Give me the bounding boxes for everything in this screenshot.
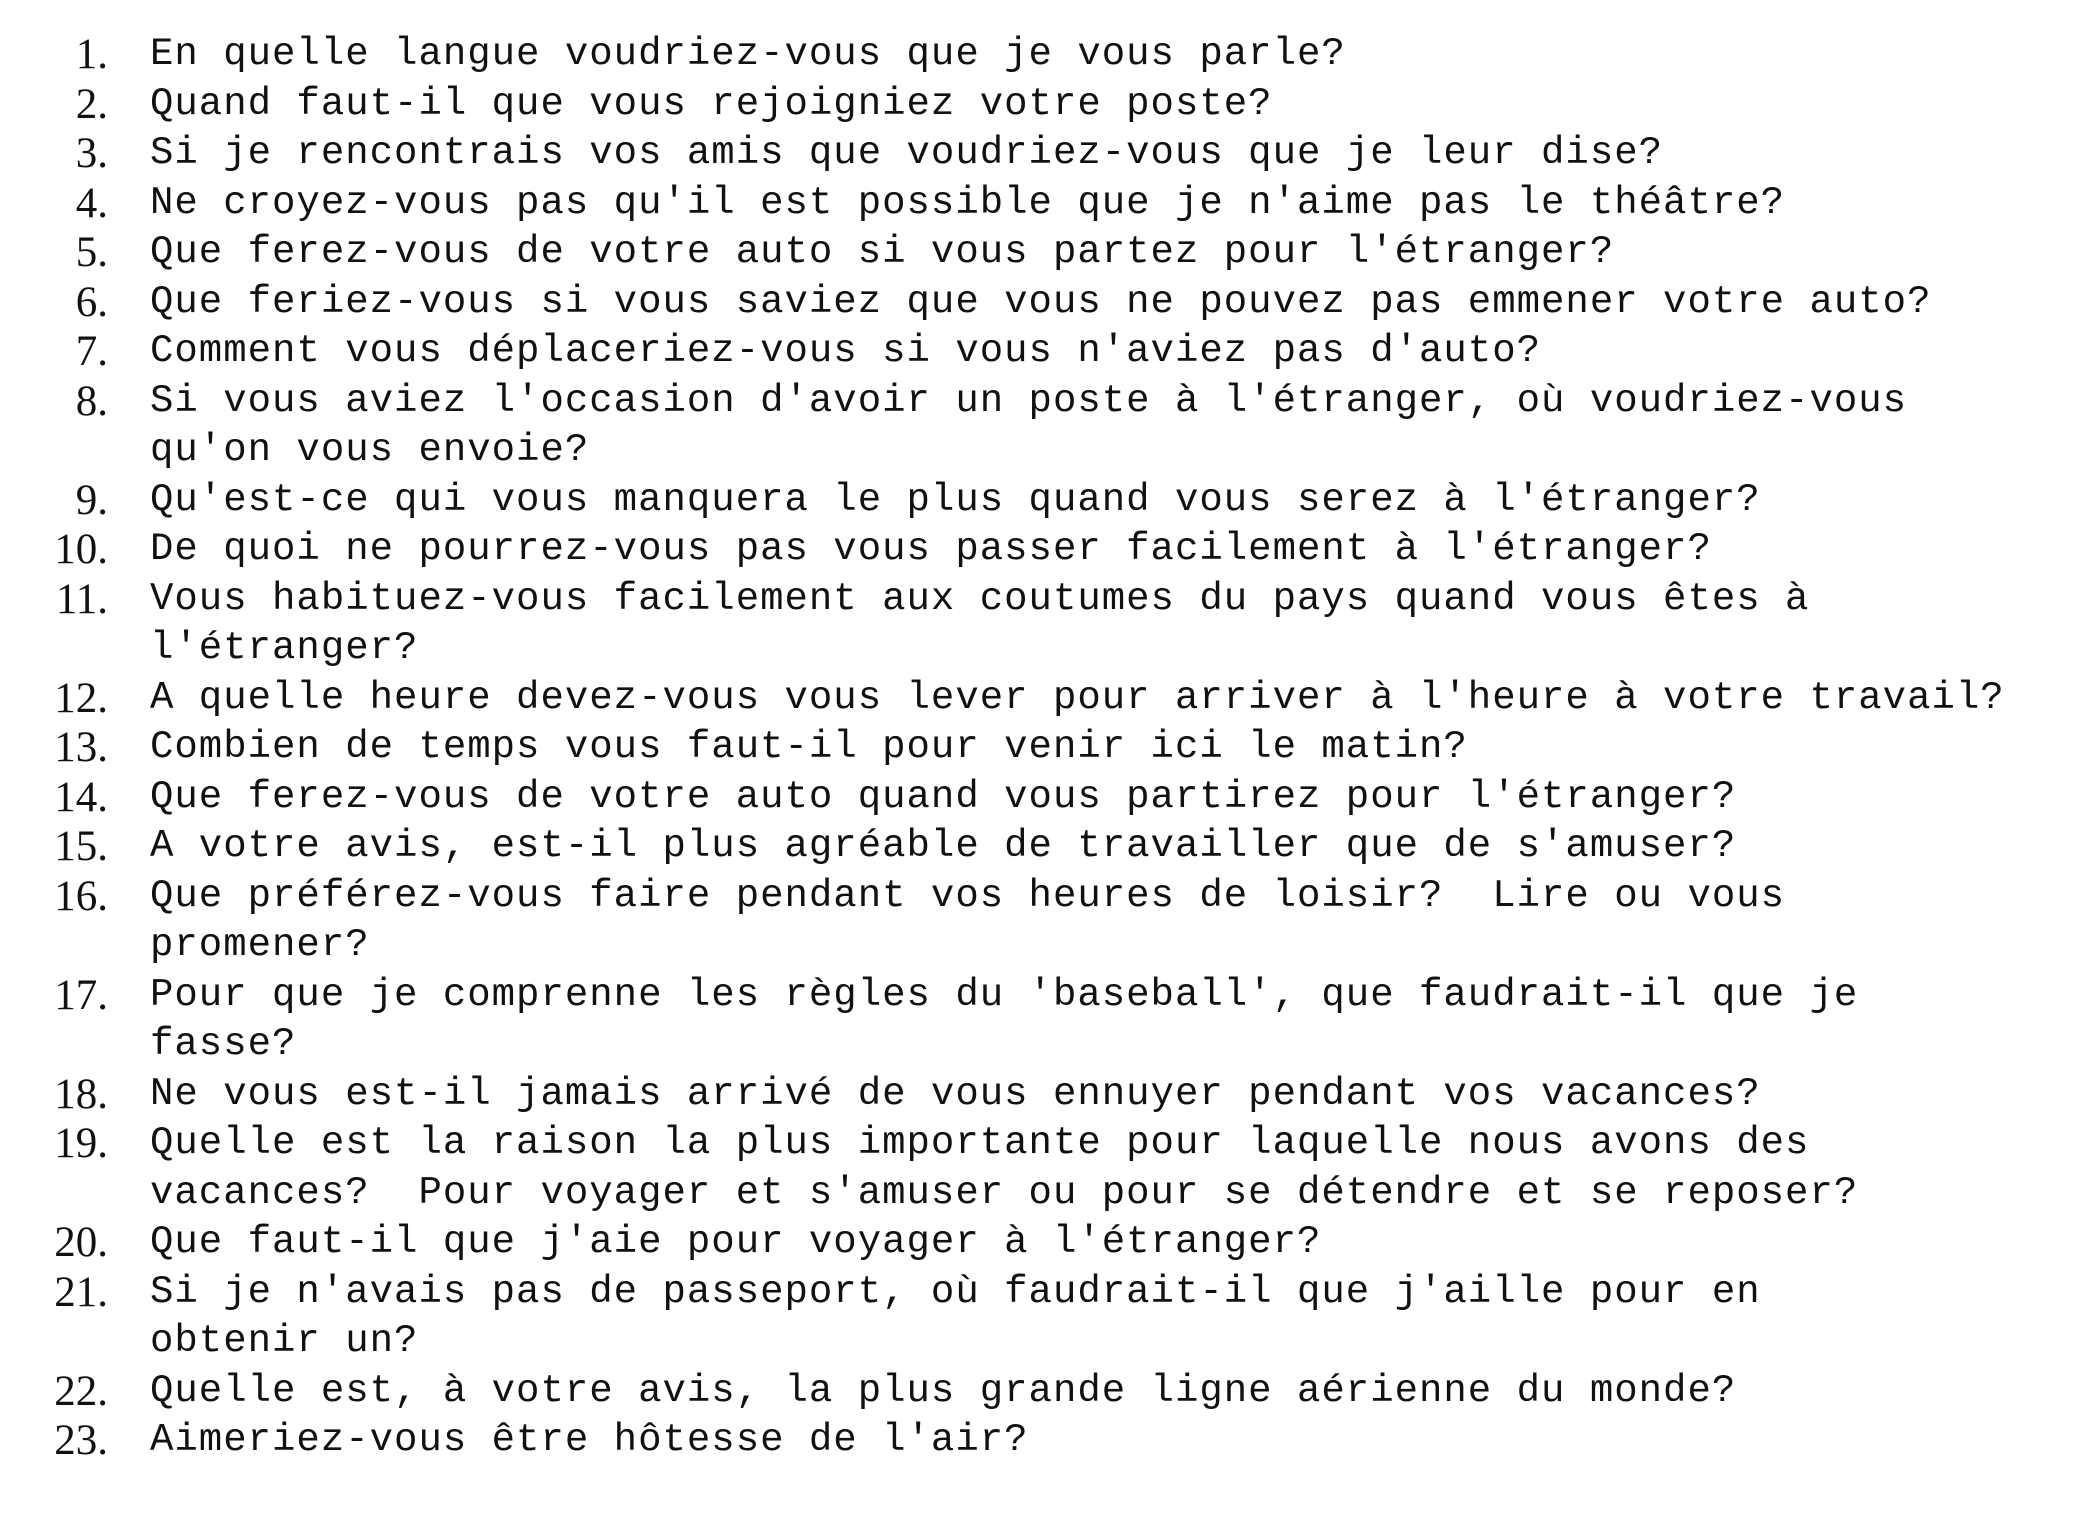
question-text-line: Si je n'avais pas de passeport, où faudrait-il que j'aille pour en: [150, 1269, 1761, 1314]
question-number: 16.: [54, 872, 108, 920]
question-text-line: promener?: [150, 923, 370, 967]
question-text-line: Si vous aviez l'occasion d'avoir un poste à l'étranger, où voudriez-vous: [150, 378, 1908, 423]
question-number: 15.: [54, 823, 108, 870]
question-item: [0, 971, 2085, 1070]
question-number: 23.: [54, 1417, 108, 1464]
question-item: [0, 773, 2085, 823]
question-item: [0, 1416, 2085, 1466]
question-number: 18.: [54, 1070, 108, 1118]
question-item: [0, 575, 2085, 674]
question-item: [0, 1119, 2085, 1218]
question-text-line: Vous habituez-vous facilement aux coutumes du pays quand vous êtes à: [150, 576, 1810, 621]
question-text-line: Aimeriez-vous être hôtesse de l'air?: [150, 1418, 1029, 1462]
question-item: [0, 228, 2085, 278]
question-item: [0, 278, 2085, 328]
question-number: 9.: [75, 476, 108, 524]
question-number: 19.: [54, 1120, 108, 1167]
question-number: 20.: [54, 1219, 108, 1266]
question-text-line: Que faut-il que j'aie pour voyager à l'étranger?: [150, 1220, 1322, 1264]
question-text-line: Quand faut-il que vous rejoigniez votre poste?: [150, 81, 1273, 126]
question-text-line: Ne croyez-vous pas qu'il est possible que je n'aime pas le théâtre?: [150, 180, 1786, 225]
question-number: 10.: [54, 526, 108, 573]
question-item: [0, 327, 2085, 377]
question-text-line: Qu'est-ce qui vous manquera le plus quand vous serez à l'étranger?: [150, 477, 1761, 522]
question-item: [0, 30, 2085, 80]
question-text-line: A votre avis, est-il plus agréable de travailler que de s'amuser?: [150, 824, 1737, 868]
question-number: 7.: [75, 328, 108, 375]
question-text-line: vacances? Pour voyager et s'amuser ou pour se détendre et se reposer?: [150, 1170, 1859, 1215]
question-text-line: Quelle est, à votre avis, la plus grande ligne aérienne du monde?: [150, 1368, 1737, 1413]
question-item: [0, 822, 2085, 872]
question-number: 5.: [75, 229, 108, 276]
question-item: [0, 872, 2085, 971]
question-number: 11.: [55, 575, 108, 623]
question-number: 17.: [54, 971, 108, 1019]
question-text-line: Pour que je comprenne les règles du 'baseball', que faudrait-il que je: [150, 972, 1859, 1017]
question-text-line: Que feriez-vous si vous saviez que vous ne pouvez pas emmener votre auto?: [150, 279, 1932, 324]
question-number: 13.: [54, 724, 108, 771]
question-number: 22.: [54, 1367, 108, 1415]
question-text-line: En quelle langue voudriez-vous que je vous parle?: [150, 32, 1346, 76]
question-text-line: Quelle est la raison la plus importante pour laquelle nous avons des: [150, 1121, 1810, 1165]
question-item: [0, 1268, 2085, 1367]
question-text-line: Comment vous déplaceriez-vous si vous n'aviez pas d'auto?: [150, 329, 1542, 373]
question-number: 21.: [54, 1268, 108, 1316]
question-text-line: Combien de temps vous faut-il pour venir ici le matin?: [150, 725, 1468, 769]
question-text-line: Si je rencontrais vos amis que voudriez-vous que je leur dise?: [150, 131, 1664, 175]
question-text-line: Que ferez-vous de votre auto si vous partez pour l'étranger?: [150, 230, 1615, 274]
question-number: 1.: [75, 31, 108, 78]
question-item: [0, 179, 2085, 229]
question-item: [0, 674, 2085, 724]
question-item: [0, 525, 2085, 575]
question-item: [0, 129, 2085, 179]
question-item: [0, 377, 2085, 476]
question-item: [0, 723, 2085, 773]
question-text-line: Que ferez-vous de votre auto quand vous partirez pour l'étranger?: [150, 774, 1737, 819]
question-item: [0, 476, 2085, 526]
question-number: 14.: [54, 773, 108, 821]
question-item: [0, 1367, 2085, 1417]
question-number: 2.: [75, 80, 108, 128]
question-text-line: obtenir un?: [150, 1319, 419, 1363]
question-text-line: De quoi ne pourrez-vous pas vous passer facilement à l'étranger?: [150, 527, 1712, 571]
question-text-line: l'étranger?: [150, 626, 419, 670]
question-number: 12.: [54, 674, 108, 722]
question-number: 4.: [75, 179, 108, 227]
question-text-line: qu'on vous envoie?: [150, 428, 590, 472]
question-list: [0, 30, 2085, 1466]
question-number: 8.: [75, 377, 108, 425]
question-text-line: Ne vous est-il jamais arrivé de vous ennuyer pendant vos vacances?: [150, 1071, 1761, 1116]
question-item: [0, 1070, 2085, 1120]
question-number: 3.: [75, 130, 108, 177]
question-text-line: fasse?: [150, 1022, 297, 1066]
question-text-line: Que préférez-vous faire pendant vos heures de loisir? Lire ou vous: [150, 873, 1786, 918]
question-item: [0, 1218, 2085, 1268]
question-number: 6.: [75, 278, 108, 326]
question-text-line: A quelle heure devez-vous vous lever pour arriver à l'heure à votre travail?: [150, 675, 2005, 720]
question-item: [0, 80, 2085, 130]
